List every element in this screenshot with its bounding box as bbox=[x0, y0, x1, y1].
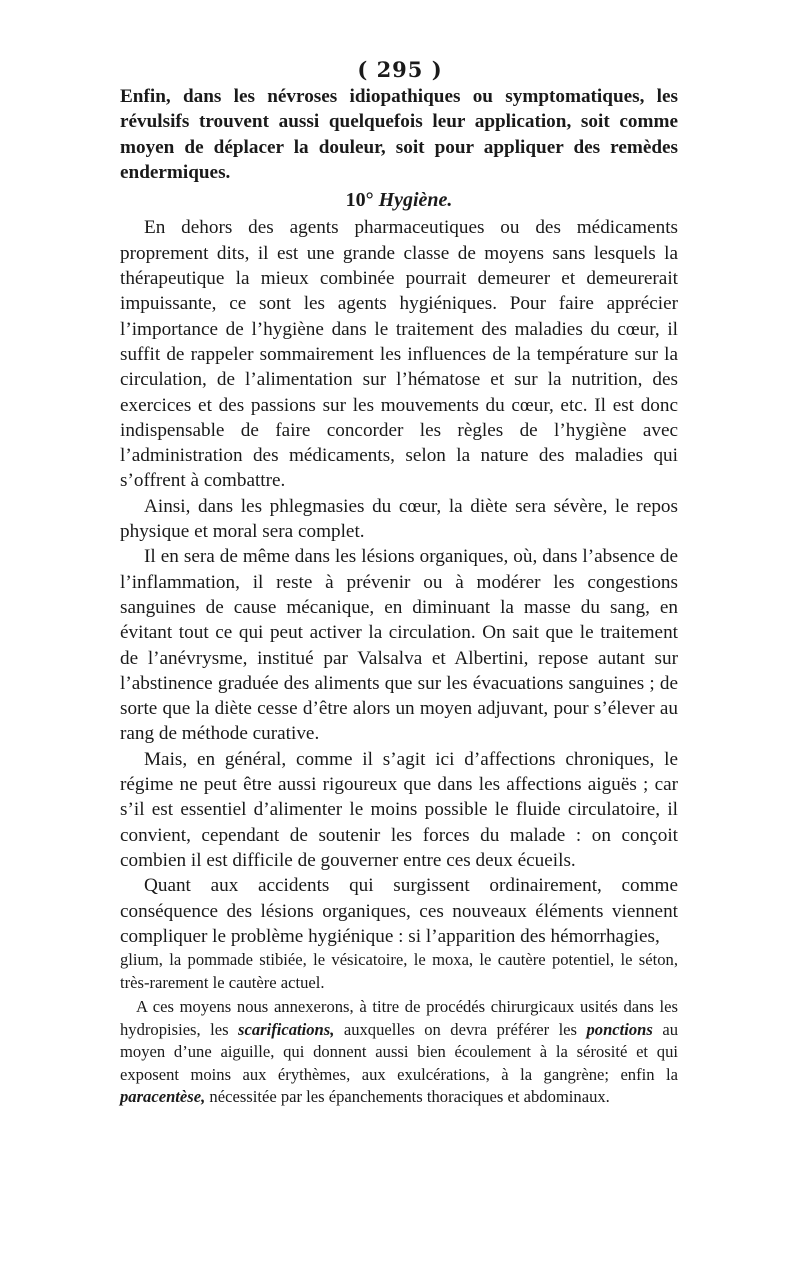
footnote-text: auxquelles on devra préférer les bbox=[343, 1019, 577, 1039]
paragraph: En dehors des agents pharmaceutiques ou des médicaments proprement dits, il est une grande classe de moyens sans lesquels la thérapeutique la mieux combinée pourrait demeurer et demeurerait impuissante, ce sont les agents hygiéniques. Pour faire apprécier l’importance de l’hygiène dans le traitement des maladies du cœur, il suffit de rappeler sommairement les influences de la température sur la circulation, de l’alimentation sur l’hématose et sur la nutrition, des exercices et des passions sur les mouvements du cœur, etc. Il est donc indispensable de faire concorder les règles de l’hygiène avec l’administration des médicaments, selon la nature des maladies qui s’offrent à combattre. bbox=[120, 217, 678, 492]
paragraph: Il en sera de même dans les lésions organiques, où, dans l’absence de l’inflammation, il reste à prévenir ou à modérer les congestions sanguines de cause mécanique, en diminuant la masse du sang, en évitant tout ce qui peut activer la circulation. On sait que le traitement de l’anévrysme, institué par Valsalva et Albertini, repose autant sur l’abstinence graduée des aliments que sur les évacuations sanguines ; de sorte que la diète cesse d’être alors un moyen adjuvant, pour s’élever au rang de méthode curative. bbox=[120, 546, 678, 745]
footnote-term-paracentese: paracentèse, bbox=[120, 1087, 206, 1106]
footnote-continuation: glium, la pommade stibiée, le vésicatoire, le moxa, le cautère potentiel, le séton, très-rarement le cautère actuel. bbox=[120, 950, 678, 992]
paragraph: Mais, en général, comme il s’agit ici d’affections chroniques, le régime ne peut être aussi rigoureux que dans les affections aiguës ; car s’il est essentiel d’alimenter le moins possible le fluide circulatoire, il convient, cependant de soutenir les forces du malade : on conçoit combien il est difficile de gouverner entre ces deux écueils. bbox=[120, 748, 678, 871]
footnote-text: nécessitée par les épanchements thoraciques et abdominaux. bbox=[209, 1087, 610, 1106]
footnote-text: A ces moyens nous annexerons, à titre de procédés chirurgicaux usités dans les hydropisies, les bbox=[120, 997, 678, 1039]
footnote-paragraph bbox=[120, 996, 678, 1109]
page-number: ( 295 ) bbox=[357, 57, 443, 82]
footnote-term-ponctions: ponctions bbox=[586, 1019, 653, 1039]
section-number: 10° bbox=[345, 189, 374, 212]
main-text bbox=[120, 84, 678, 949]
footnotes bbox=[120, 949, 678, 1111]
paragraph: Quant aux accidents qui surgissent ordinairement, comme conséquence des lésions organiques, ces nouveaux éléments viennent compliquer le problème hygiénique : si l’apparition des hémorrhagies, bbox=[120, 875, 678, 947]
footnote-term-scarifications: scarifications, bbox=[238, 1019, 335, 1039]
section-heading bbox=[120, 188, 678, 213]
paragraph: Ainsi, dans les phlegmasies du cœur, la diète sera sévère, le repos physique et moral sera complet. bbox=[120, 495, 678, 543]
footnote-text: au moyen d’une aiguille, qui donnent aussi bien écoulement à la sérosité et qui exposent moins aux érythèmes, aux exulcérations, à la gangrène; enfin la bbox=[120, 1019, 679, 1084]
intro-paragraph: Enfin, dans les névroses idiopathiques ou symptomatiques, les révulsifs trouvent aussi quelquefois leur application, soit comme moyen de déplacer la douleur, soit pour appliquer des remèdes endermiques. bbox=[120, 86, 678, 183]
section-title: Hygiène. bbox=[378, 189, 453, 212]
